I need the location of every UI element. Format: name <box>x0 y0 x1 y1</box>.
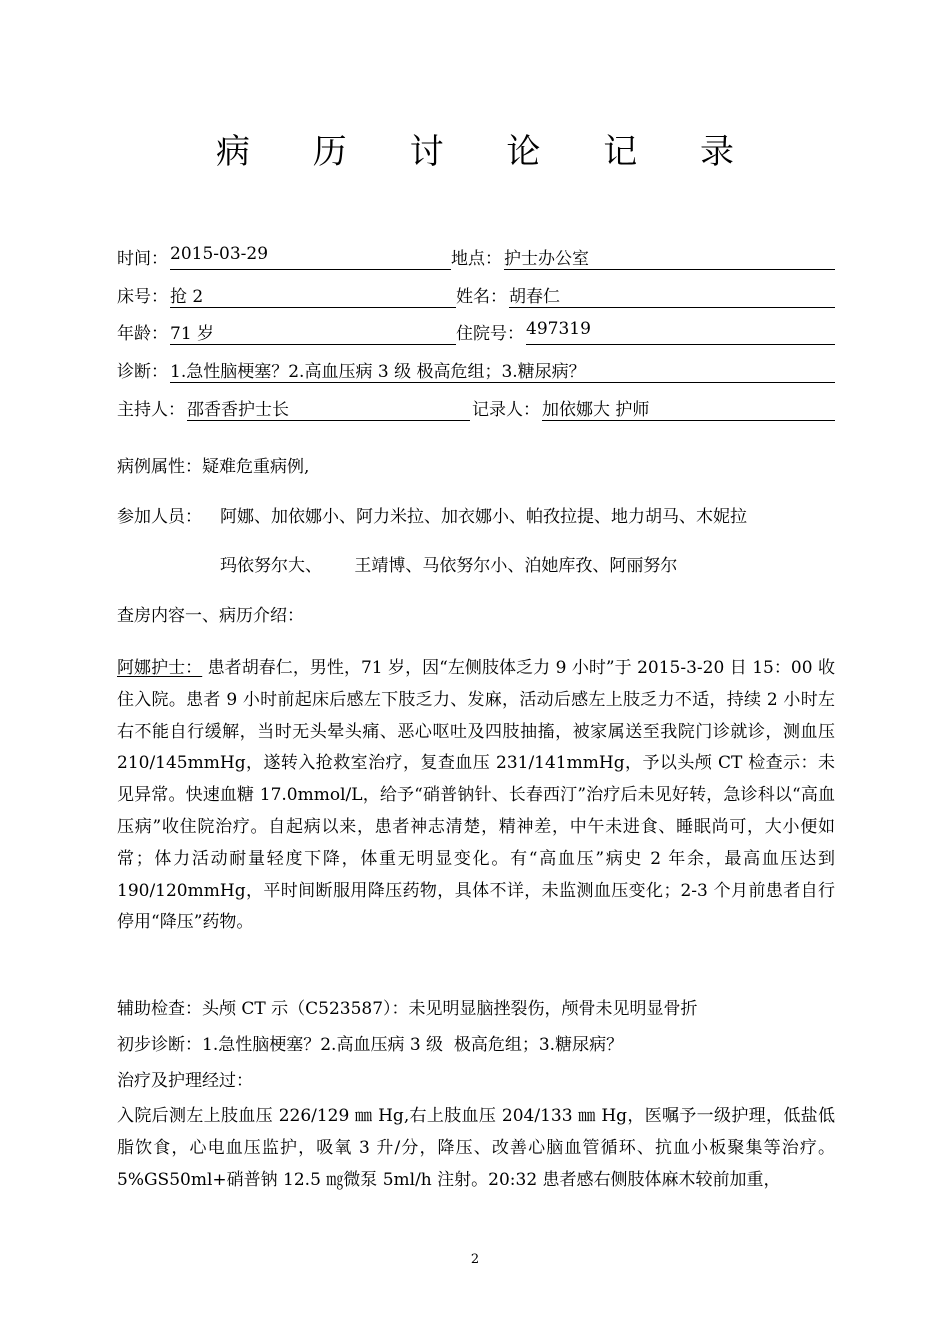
time-value: 2015-03-29 <box>170 244 451 270</box>
host-value: 邵香香护士长 <box>187 395 470 421</box>
admission-field <box>456 319 591 347</box>
header-row-host-recorder <box>117 395 835 425</box>
place-field <box>451 244 589 272</box>
host-label: 主持人： <box>117 400 185 420</box>
participants-line-1: 阿娜、加依娜小、阿力米拉、加衣娜小、帕孜拉提、地力胡马、木妮拉 <box>220 507 747 527</box>
header-row-bed-name <box>117 282 835 312</box>
header-row-time-place <box>117 244 835 274</box>
document-title: 病 历 讨 论 记 录 <box>215 132 761 172</box>
time-field <box>117 244 269 272</box>
auxiliary-exam: 辅助检查：头颅 CT 示（C523587）：未见明显脑挫裂伤，颅骨未见明显骨折 <box>117 999 698 1019</box>
page-number: 2 <box>470 1252 480 1267</box>
section-heading: 查房内容一、病历介绍： <box>117 606 304 626</box>
recorder-label: 记录人： <box>472 400 540 420</box>
place-label: 地点： <box>451 249 502 269</box>
host-field <box>117 395 289 423</box>
recorder-value: 加依娜大 护师 <box>542 395 835 421</box>
place-value: 护士办公室 <box>504 244 835 270</box>
intro-text: 患者胡春仁，男性，71 岁，因“左侧肢体乏力 9 小时”于 2015-3-20 日 15：00 收住入院。患者 9 小时前起床后感左下肢乏力、发麻，活动后感左上肢乏力不适，持续 2 小时左右不能自行缓解，当时无头晕头痛、恶心呕吐及四肢抽搐，被家属送至我院门诊就诊，测血压 210/145mmHg，遂转入抢救室治疗，复查血压 231/141mmHg，予以头颅 CT 检查示：未见异常。快速血糖 17.0mmol/L，给予“硝普钠针、长春西汀”治疗后未见好转，急诊科以“高血压病”收住院治疗。自起病以来，患者神志清楚，精神差，中午未进食、睡眠尚可，大小便如常；体力活动耐量轻度下降，体重无明显变化。有“高血压”病史 2 年余，最高血压达到 190/120mmHg，平时间断服用降压药物，具体不详，未监测血压变化；2-3 个月前患者自行停用“降压”药物。 <box>117 658 836 933</box>
header-row-age-admission <box>117 319 835 349</box>
intro-speaker: 阿娜护士： <box>117 658 203 678</box>
bed-label: 床号： <box>117 287 168 307</box>
name-label: 姓名： <box>456 287 507 307</box>
admission-value: 497319 <box>526 319 835 345</box>
admission-label: 住院号： <box>456 324 524 344</box>
time-label: 时间： <box>117 249 168 269</box>
preliminary-diagnosis: 初步诊断：1.急性脑梗塞？2.高血压病 3 级 极高危组；3.糖尿病？ <box>117 1035 624 1055</box>
name-field <box>456 282 560 310</box>
treatment-paragraph: 入院后测左上肢血压 226/129 ㎜ Hg,右上肢血压 204/133 ㎜ Hg，医嘱予一级护理，低盐低脂饮食，心电血压监护，吸氧 3 升/分，降压、改善心脑血管循环、抗血小板聚集等治疗。5%GS50ml+硝普钠 12.5 ㎎微泵 5ml/h 注射。20:32 患者感右侧肢体麻木较前加重， <box>117 1106 835 1190</box>
treatment-heading: 治疗及护理经过： <box>117 1071 253 1091</box>
bed-value: 抢 2 <box>170 282 456 308</box>
diagnosis-field <box>117 357 586 385</box>
age-field <box>117 319 215 347</box>
diagnosis-value: 1.急性脑梗塞？2.高血压病 3 级 极高危组；3.糖尿病？ <box>170 357 835 383</box>
case-introduction <box>117 653 835 939</box>
age-value: 71 岁 <box>170 319 456 345</box>
participants-line-2: 玛依努尔大、 王靖博、马依努尔小、泊她库孜、阿丽努尔 <box>220 556 678 576</box>
diagnosis-label: 诊断： <box>117 362 168 382</box>
participants-label: 参加人员： <box>117 507 202 527</box>
header-row-diagnosis <box>117 357 835 387</box>
age-label: 年龄： <box>117 324 168 344</box>
bed-field <box>117 282 204 310</box>
case-attribute: 病例属性：疑难危重病例, <box>117 457 310 477</box>
recorder-field <box>472 395 650 423</box>
name-value: 胡春仁 <box>509 282 835 308</box>
